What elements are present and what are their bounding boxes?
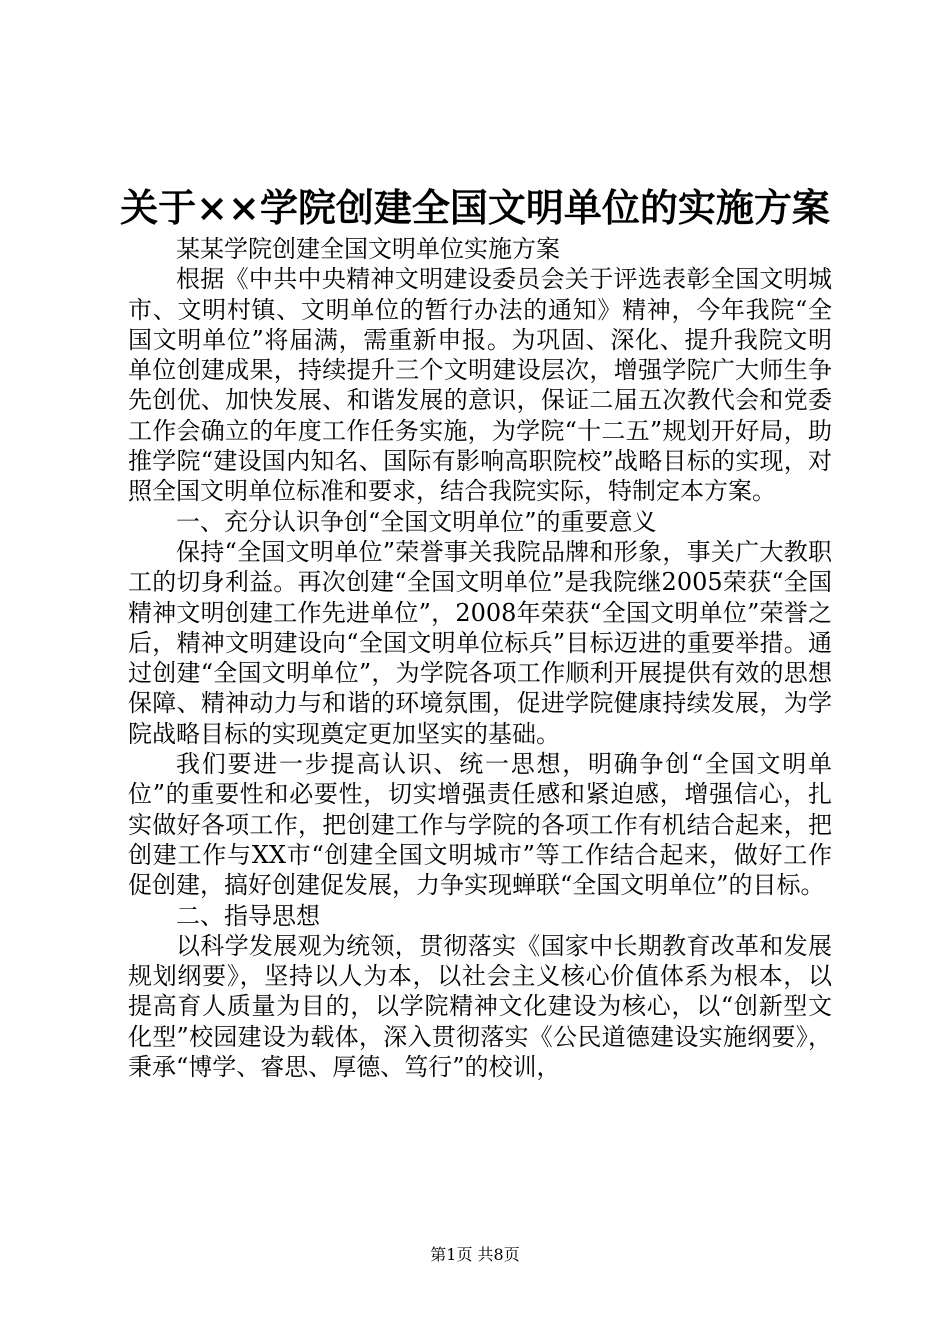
paragraph-intro: 根据《中共中央精神文明建设委员会关于评选表彰全国文明城市、文明村镇、文明单位的暂行办法的通知》精神，今年我院“全国文明单位”将届满，需重新申报。为巩固、深化、提升我院文明单位创建成果，持续提升三个文明建设层次，增强学院广大师生争先创优、加快发展、和谐发展的意识，保证二届五次教代会和党委工作会确立的年度工作任务实施，为学院“十二五”规划开好局，助推学院“建设国内知名、国际有影响高职院校”战略目标的实现，对照全国文明单位标准和要求，结合我院实际，特制定本方案。 <box>128 265 832 506</box>
page-footer: 第1页 共8页 <box>430 1245 520 1264</box>
paragraph-subtitle: 某某学院创建全国文明单位实施方案 <box>176 235 560 263</box>
document-title: 关于××学院创建全国文明单位的实施方案 <box>120 185 830 230</box>
document-body <box>128 234 832 1082</box>
paragraph-commitment: 我们要进一步提高认识、统一思想，明确争创“全国文明单位”的重要性和必要性，切实增强责任感和紧迫感，增强信心，扎实做好各项工作，把创建工作与学院的各项工作有机结合起来，把创建工作与XX市“创建全国文明城市”等工作结合起来，做好工作促创建，搞好创建促发展，力争实现蝉联“全国文明单位”的目标。 <box>128 750 832 900</box>
paragraph-guiding-thought: 以科学发展观为统领，贯彻落实《国家中长期教育改革和发展规划纲要》，坚持以人为本，以社会主义核心价值体系为根本，以提高育人质量为目的，以学院精神文化建设为核心，以“创新型文化型”校园建设为载体，深入贯彻落实《公民道德建设实施纲要》，秉承“博学、睿思、厚德、笃行”的校训， <box>128 931 832 1082</box>
section-heading-2: 二、指导思想 <box>176 901 320 930</box>
section-heading-1: 一、充分认识争创“全国文明单位”的重要意义 <box>176 507 657 536</box>
paragraph-significance: 保持“全国文明单位”荣誉事关我院品牌和形象，事关广大教职工的切身利益。再次创建“全国文明单位”是我院继2005荣获“全国精神文明创建工作先进单位”，2008年荣获“全国文明单位”荣誉之后，精神文明建设向“全国文明单位标兵”目标迈进的重要举措。通过创建“全国文明单位”，为学院各项工作顺利开展提供有效的思想保障、精神动力与和谐的环境氛围，促进学院健康持续发展，为学院战略目标的实现奠定更加坚实的基础。 <box>128 537 832 748</box>
